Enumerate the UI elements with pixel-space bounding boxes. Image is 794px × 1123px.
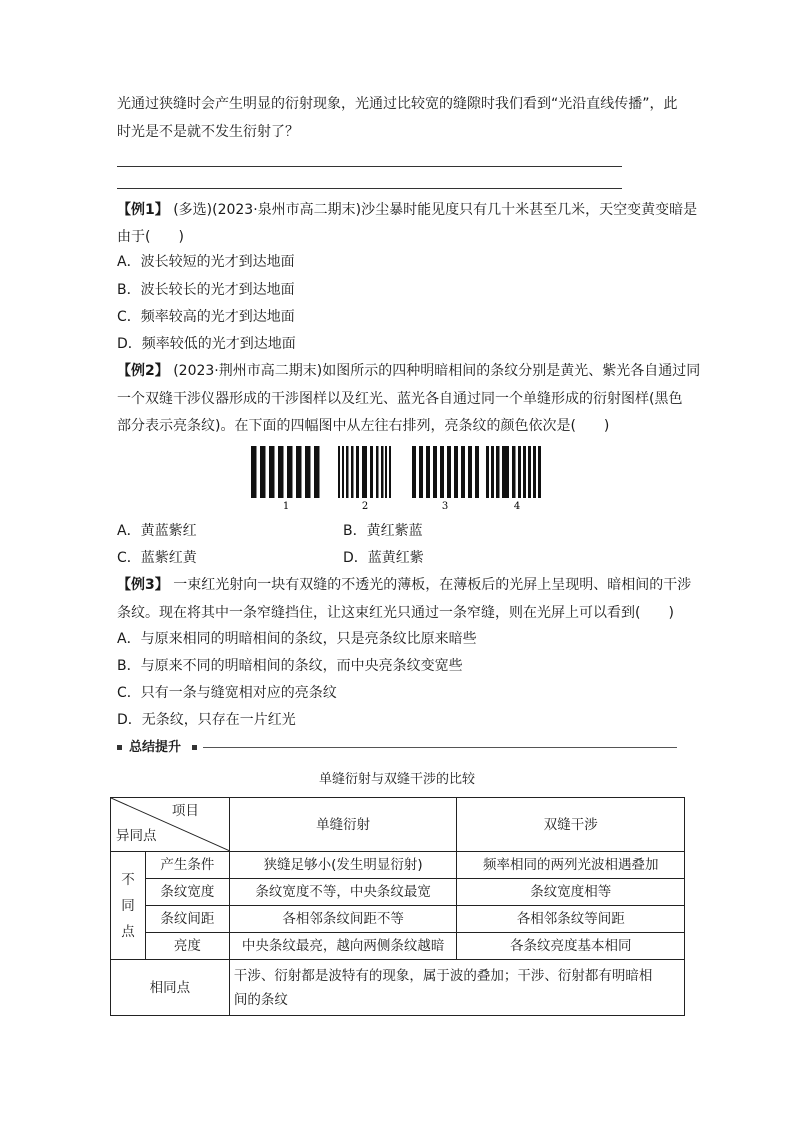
fringe-bar [356, 446, 359, 498]
fringe-bar [518, 446, 521, 498]
example-3-tag: 【例3】 [117, 577, 169, 593]
example-2-option-a: A．黄蓝紫红 [117, 523, 197, 539]
fringe-bar [269, 446, 275, 498]
fringe-bar [496, 446, 500, 498]
example-1-tag: 【例1】 [117, 202, 169, 218]
table-row [111, 879, 685, 906]
fringe-patterns-figure [0, 442, 794, 517]
example-1-option-d: D．频率较低的光才到达地面 [117, 336, 296, 352]
example-2-tag: 【例2】 [117, 363, 169, 379]
double-slit-cell: 各条纹亮度基本相同 [457, 933, 685, 960]
table-corner-cell [111, 798, 230, 852]
row-label: 亮度 [145, 933, 229, 960]
example-3-option-d: D．无条纹，只存在一片红光 [117, 712, 296, 728]
double-slit-cell: 条纹宽度相等 [457, 879, 685, 906]
fringe-bar [512, 446, 516, 498]
fringe-bar [305, 446, 311, 498]
figure-label-3: 3 [441, 501, 449, 512]
fringe-bar [381, 446, 384, 498]
fringe-bar [533, 446, 536, 498]
square-bullet-icon [117, 745, 122, 750]
differences-label: 不 同 点 [111, 852, 146, 960]
question-line-1: 光通过狭缝时会产生明显的衍射现象，光通过比较宽的缝隙时我们看到“光沿直线传播”，此 [117, 96, 678, 112]
fringe-bar [419, 446, 423, 498]
fringe-bar [351, 446, 354, 498]
single-slit-cell: 狭缝足够小(发生明显衍射) [229, 852, 457, 879]
fringe-bar [486, 446, 489, 498]
fringe-bar [342, 446, 344, 498]
summary-divider [203, 747, 677, 748]
fringe-bar [251, 446, 257, 498]
fringe-bar [447, 446, 451, 498]
example-3-option-c: C．只有一条与缝宽相对应的亮条纹 [117, 685, 337, 701]
corner-label-item: 项目 [171, 803, 199, 819]
fringe-bar [370, 446, 373, 498]
example-2-option-b: B．黄红紫蓝 [343, 523, 423, 539]
answer-line-2 [117, 188, 622, 189]
fringe-bar [475, 446, 479, 498]
table-row [111, 933, 685, 960]
double-slit-cell: 各相邻条纹等间距 [457, 906, 685, 933]
fringe-bar [385, 446, 387, 498]
header-single-slit: 单缝衍射 [229, 798, 457, 852]
example-2-line-1: 【例2】 (2023·荆州市高二期末)如图所示的四种明暗相间的条纹分别是黄光、紫光各自通过同 [117, 363, 701, 379]
example-3-line-2: 条纹。现在将其中一条窄缝挡住，让这束红光只通过一条窄缝，则在光屏上可以看到( ) [117, 605, 674, 621]
example-1-line-2: 由于( ) [117, 229, 184, 245]
example-2-option-d: D．蓝黄红紫 [343, 550, 424, 566]
fringe-bar [296, 446, 302, 498]
fringe-bar [528, 446, 531, 498]
fringe-bar [468, 446, 472, 498]
fringe-bar [426, 446, 430, 498]
single-slit-cell: 各相邻条纹间距不等 [229, 906, 457, 933]
figure-label-4: 4 [513, 501, 521, 512]
summary-heading [117, 738, 677, 758]
fringe-bar [362, 446, 367, 498]
fringe-bar [260, 446, 266, 498]
figure-label-1: 1 [282, 501, 290, 512]
table-row [111, 852, 685, 879]
example-2-line-3: 部分表示亮条纹)。在下面的四幅图中从左往右排列，亮条纹的颜色依次是( ) [117, 418, 610, 434]
fringe-bar [538, 446, 541, 498]
fringe-bar [346, 446, 349, 498]
example-1-option-a: A．波长较短的光才到达地面 [117, 254, 295, 270]
example-3-option-b: B．与原来不同的明暗相间的条纹，而中央亮条纹变宽些 [117, 658, 463, 674]
summary-label: 总结提升 [129, 740, 182, 755]
fringe-bar [412, 446, 416, 498]
row-label: 条纹间距 [145, 906, 229, 933]
fringe-bar [287, 446, 293, 498]
fringe-bar [314, 446, 320, 498]
header-double-slit: 双缝干涉 [457, 798, 685, 852]
table-header-row [111, 798, 685, 852]
table-row-same [111, 960, 685, 1016]
fringe-bar [454, 446, 458, 498]
example-1-line-1: 【例1】 (多选)(2023·泉州市高二期末)沙尘暴时能见度只有几十米甚至几米，天空变黄变暗是 [117, 202, 698, 218]
single-slit-cell: 中央条纹最亮，越向两侧条纹越暗 [229, 933, 457, 960]
fringe-bar [440, 446, 444, 498]
question-line-2: 时光是不是就不发生衍射了？ [117, 124, 299, 140]
example-2-line-2: 一个双缝干涉仪器形成的干涉图样以及红光、蓝光各自通过同一个单缝形成的衍射图样(黑色 [117, 391, 683, 407]
row-label: 条纹宽度 [145, 879, 229, 906]
answer-line-1 [117, 166, 622, 167]
table-row [111, 906, 685, 933]
fringe-bar [502, 446, 509, 498]
example-1-option-b: B．波长较长的光才到达地面 [117, 282, 295, 298]
corner-label-similarity: 异同点 [116, 828, 157, 844]
same-text: 干涉、衍射都是波特有的现象，属于波的叠加；干涉、衍射都有明暗相 间的条纹 [229, 960, 684, 1016]
same-label: 相同点 [111, 960, 230, 1016]
example-3-option-a: A．与原来相同的明暗相间的条纹，只是亮条纹比原来暗些 [117, 631, 477, 647]
fringe-bar [461, 446, 465, 498]
fringe-bar [278, 446, 284, 498]
fringe-bar [491, 446, 494, 498]
fringe-bar [433, 446, 437, 498]
example-2-option-c: C．蓝紫红黄 [117, 550, 197, 566]
fringe-bar [376, 446, 379, 498]
example-3-line-1: 【例3】 一束红光射向一块有双缝的不透光的薄板，在薄板后的光屏上呈现明、暗相间的干涉 [117, 577, 692, 593]
table-title: 单缝衍射与双缝干涉的比较 [318, 772, 475, 787]
comparison-table [110, 797, 685, 1016]
example-1-option-c: C．频率较高的光才到达地面 [117, 309, 295, 325]
fringe-bar [389, 446, 391, 498]
row-label: 产生条件 [145, 852, 229, 879]
figure-label-2: 2 [361, 501, 369, 512]
square-bullet-icon [192, 745, 197, 750]
fringe-bar [523, 446, 526, 498]
fringe-bar [338, 446, 340, 498]
double-slit-cell: 频率相同的两列光波相遇叠加 [457, 852, 685, 879]
single-slit-cell: 条纹宽度不等，中央条纹最宽 [229, 879, 457, 906]
